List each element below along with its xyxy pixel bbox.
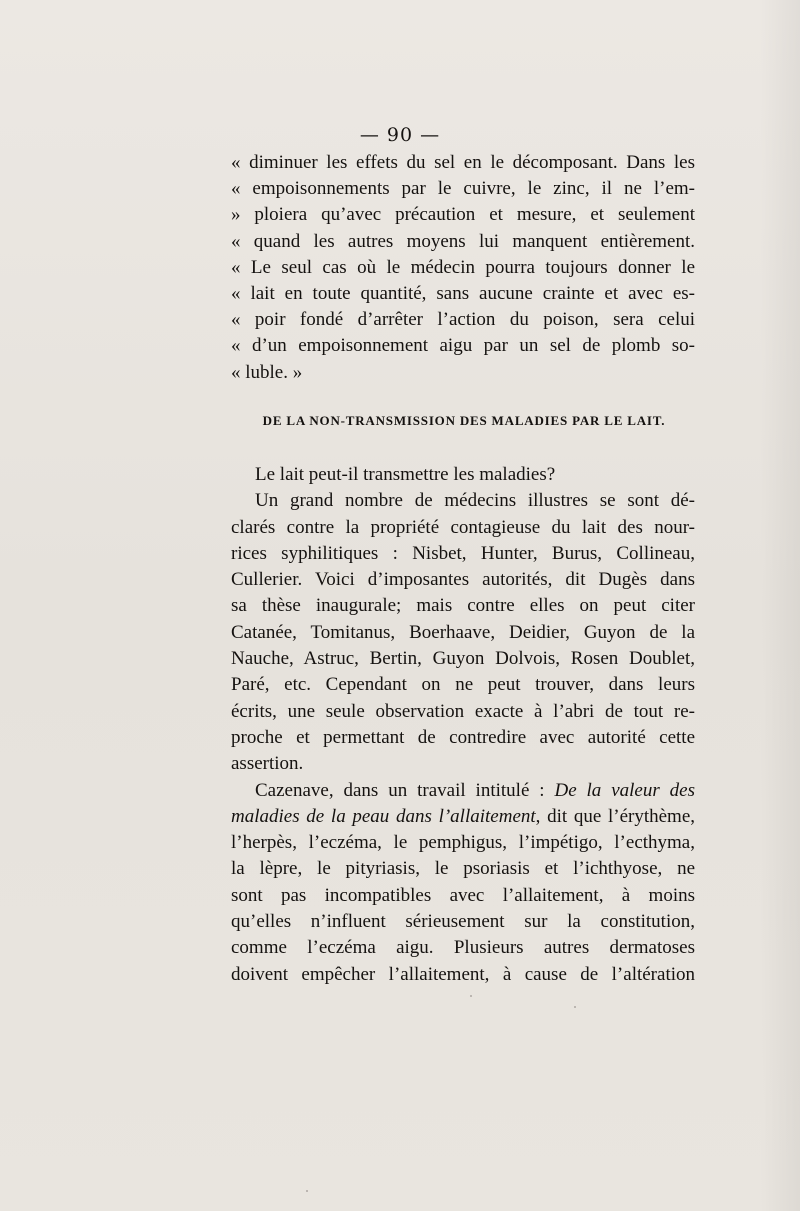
paragraph-3-line-5: sont pas incompatibles avec l’allaitement, à moins xyxy=(231,884,695,906)
quote-line-9: « luble. » xyxy=(231,361,303,383)
quote-line-1: « diminuer les effets du sel en le décomposant. Dans les xyxy=(231,152,695,173)
paragraph-3-line-4: la lèpre, le pityriasis, le psoriasis et l’ichthyose, ne xyxy=(231,858,695,880)
paragraph-question: Le lait peut-il transmettre les maladies? xyxy=(255,464,556,485)
paragraph-3-line-7: comme l’eczéma aigu. Plusieurs autres dermatoses xyxy=(231,937,695,959)
quote-line-7: « poir fondé d’arrêter l’action du poison, sera celui xyxy=(231,309,695,331)
paragraph-2-line-11: assertion. xyxy=(231,753,304,775)
main-text xyxy=(231,462,695,988)
paragraph-2-line-10: proche et permettant de contredire avec autorité cette xyxy=(231,726,695,748)
paragraph-2-line-8: Paré, etc. Cependant on ne peut trouver, dans leurs xyxy=(231,674,695,696)
quote-line-2: « empoisonnements par le cuivre, le zinc, il ne l’em- xyxy=(231,178,695,200)
section-heading: DE LA NON-TRANSMISSION DES MALADIES PAR LE LAIT. xyxy=(262,413,666,428)
paragraph-2-line-5: sa thèse inaugurale; mais contre elles on peut citer xyxy=(231,595,695,617)
paragraph-3-line-2-roman: , dit que l’érythème, xyxy=(535,805,695,827)
paragraph-3-line-1-roman: Cazenave, dans un travail intitulé : xyxy=(255,779,555,801)
paragraph-2-line-7: Nauche, Astruc, Bertin, Guyon Dolvois, Rosen Doublet, xyxy=(231,648,695,670)
paragraph-3-line-1 xyxy=(231,778,695,804)
quote-line-8: « d’un empoisonnement aigu par un sel de plomb so- xyxy=(231,335,695,357)
quote-line-4: « quand les autres moyens lui manquent entièrement. xyxy=(231,230,695,252)
paragraph-3-line-8: doivent empêcher l’allaitement, à cause de l’altération xyxy=(231,963,695,985)
paragraph-2-line-2: clarés contre la propriété contagieuse du lait des nour- xyxy=(231,516,695,538)
paragraph-2-line-9: écrits, une seule observation exacte à l’abri de tout re- xyxy=(231,700,695,722)
paper-speck-2 xyxy=(574,1006,576,1008)
paragraph-2-line-1: Un grand nombre de médecins illustres se sont dé- xyxy=(255,490,695,512)
quote-line-3: » ploiera qu’avec précaution et mesure, et seulement xyxy=(231,204,695,226)
paragraph-2-line-6: Catanée, Tomitanus, Boerhaave, Deidier, Guyon de la xyxy=(231,621,695,643)
paragraph-3-line-3: l’herpès, l’eczéma, le pemphigus, l’impétigo, l’ecthyma, xyxy=(231,832,695,854)
paper-speck-3 xyxy=(306,1190,308,1192)
paragraph-3-title-part-2: maladies de la peau dans l’allaitement xyxy=(231,805,536,827)
paragraph-3-title-part-1: De la valeur des xyxy=(554,779,695,801)
paragraph-2-line-3: rices syphilitiques : Nisbet, Hunter, Burus, Collineau, xyxy=(231,542,695,564)
page-number: — 90 — xyxy=(359,124,441,146)
paragraph-2-line-4: Cullerier. Voici d’imposantes autorités, dit Dugès dans xyxy=(231,569,695,591)
paper-speck-1 xyxy=(470,995,472,997)
quoted-passage xyxy=(231,150,695,386)
paragraph-3-line-2 xyxy=(231,804,695,830)
quote-line-6: « lait en toute quantité, sans aucune crainte et avec es- xyxy=(231,282,695,304)
quote-line-5: « Le seul cas où le médecin pourra toujours donner le xyxy=(231,256,695,278)
page-edge-shadow xyxy=(760,0,800,1211)
paragraph-3-line-6: qu’elles n’influent sérieusement sur la constitution, xyxy=(231,911,695,933)
